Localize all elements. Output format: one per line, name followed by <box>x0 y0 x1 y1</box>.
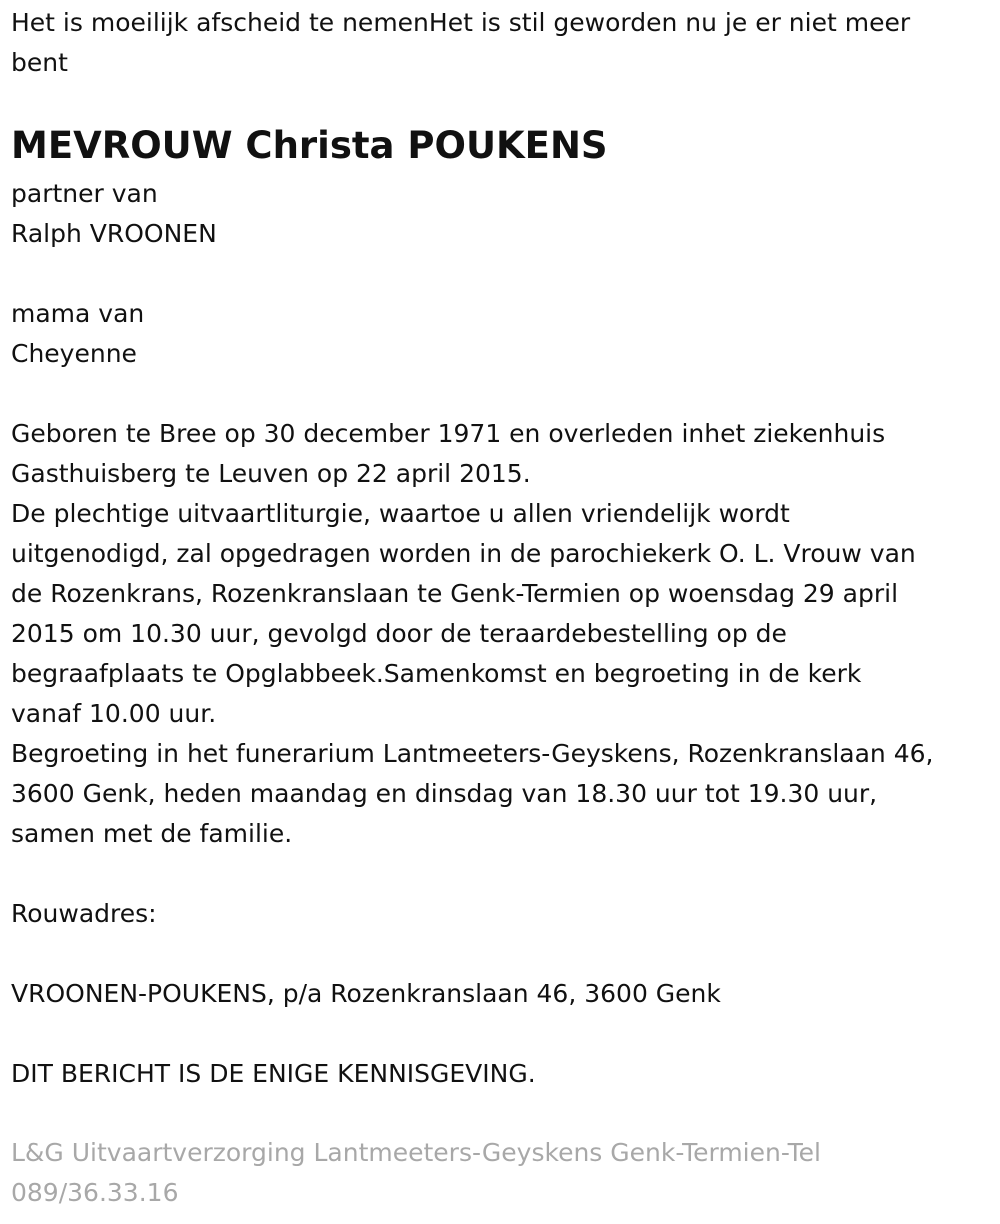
body-line: 3600 Genk, heden maandag en dinsdag van 18.30 uur tot 19.30 uur, <box>11 779 878 808</box>
deceased-name-title: MEVROUW Christa POUKENS <box>11 124 608 167</box>
intro-line: Het is moeilijk afscheid te nemenHet is stil geworden nu je er niet meer <box>11 8 911 37</box>
sole-notice-block <box>11 1054 996 1094</box>
body-line: samen met de familie. <box>11 819 293 848</box>
intro-line: bent <box>11 48 68 77</box>
body-line: 2015 om 10.30 uur, gevolgd door de teraardebestelling op de <box>11 619 787 648</box>
mother-label: mama van <box>11 299 145 328</box>
address-label-block <box>11 894 996 934</box>
body-line: Begroeting in het funerarium Lantmeeters-Geyskens, Rozenkranslaan 46, <box>11 739 934 768</box>
footer-line: L&G Uitvaartverzorging Lantmeeters-Geyskens Genk-Termien-Tel <box>11 1138 821 1167</box>
body-line: Gasthuisberg te Leuven op 22 april 2015. <box>11 459 531 488</box>
mother-block <box>11 294 996 374</box>
address-block <box>11 974 996 1014</box>
partner-label: partner van <box>11 179 158 208</box>
body-line: uitgenodigd, zal opgedragen worden in de parochiekerk O. L. Vrouw van <box>11 539 916 568</box>
sole-notice: DIT BERICHT IS DE ENIGE KENNISGEVING. <box>11 1059 536 1088</box>
body-line: vanaf 10.00 uur. <box>11 699 217 728</box>
footer-phone: 089/36.33.16 <box>11 1178 179 1207</box>
funeral-home-footer <box>11 1133 996 1213</box>
address-label: Rouwadres: <box>11 899 157 928</box>
body-line: de Rozenkrans, Rozenkranslaan te Genk-Termien op woensdag 29 april <box>11 579 899 608</box>
body-line: begraafplaats te Opglabbeek.Samenkomst en begroeting in de kerk <box>11 659 862 688</box>
body-line: De plechtige uitvaartliturgie, waartoe u allen vriendelijk wordt <box>11 499 790 528</box>
mourning-address: VROONEN-POUKENS, p/a Rozenkranslaan 46, 3600 Genk <box>11 979 721 1008</box>
body-line: Geboren te Bree op 30 december 1971 en overleden inhet ziekenhuis <box>11 419 886 448</box>
intro-quote <box>11 3 991 83</box>
partner-block <box>11 174 996 254</box>
partner-name: Ralph VROONEN <box>11 219 217 248</box>
child-name: Cheyenne <box>11 339 137 368</box>
funeral-details <box>11 414 996 854</box>
